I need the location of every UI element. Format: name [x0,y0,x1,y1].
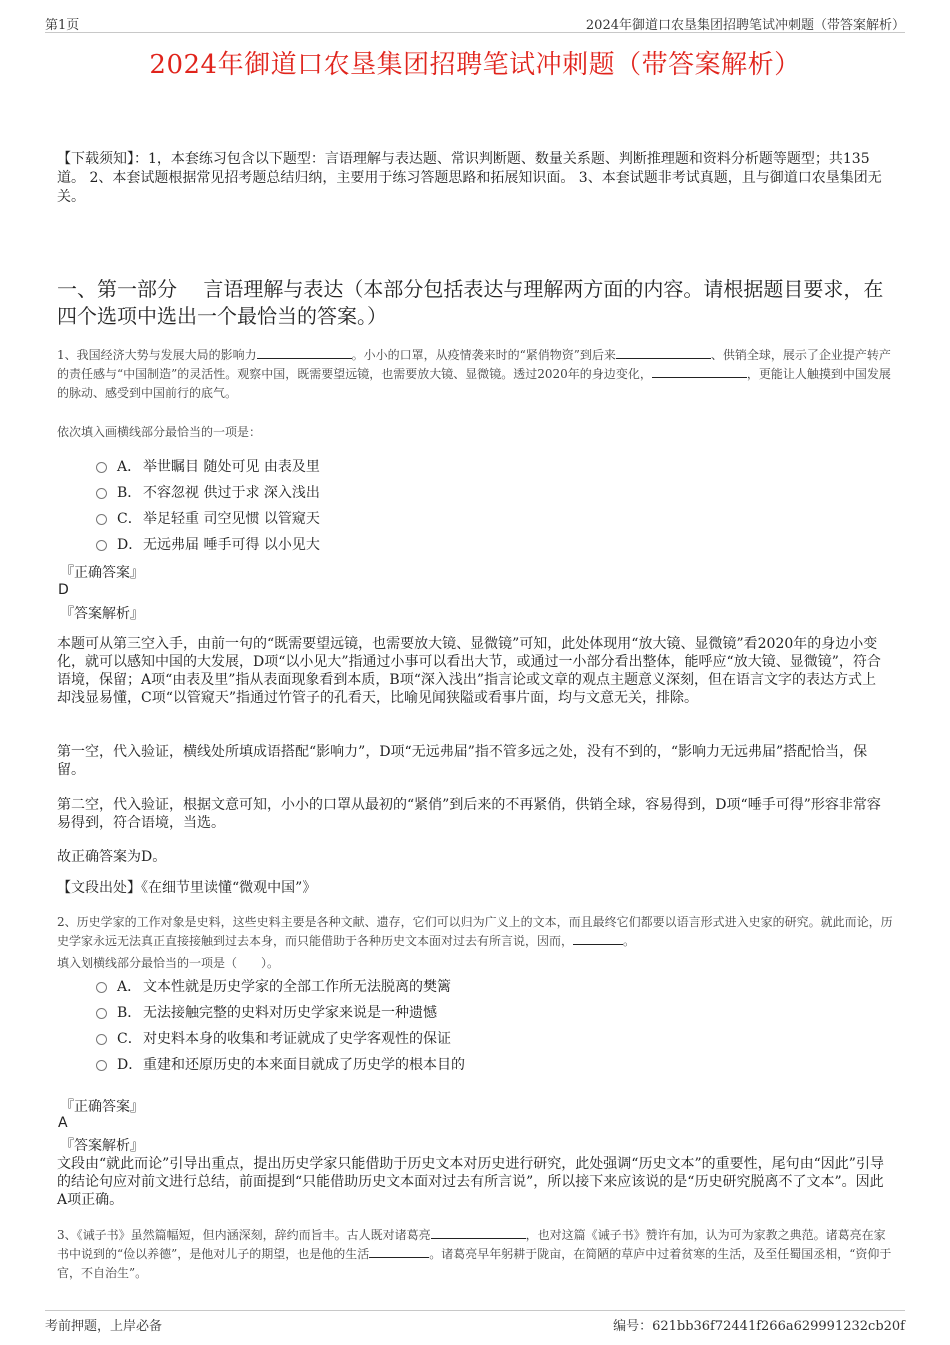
page-header [45,12,905,33]
fill-blank-5 [431,1226,526,1239]
footer-doc-id: 编号：621bb36f72441f266a629991232cb20f [613,1319,905,1334]
q1-option-d[interactable]: D．无远弗届 唾手可得 以小见大 [96,534,320,554]
radio-icon[interactable] [96,488,107,499]
q1-analysis-para-1: 本题可从第三空入手，由前一句的“既需要望远镜，也需要放大镜、显微镜”可知，此处体现用“放大镜、显微镜”看2020年的身边小变化，就可以感知中国的大发展，D项“以小见大”指通过小事可以看出大节，或通过一小部分看出整体，能呼应“放大镜、显微镜”，符合语境，保留；A项“由表及里”指从表面现象看到本质，B项“深入浅出”指言论或文章的观点主题意义深刻，但在语言文字的表达方式上却浅显易懂，C项“以管窥天”指通过竹管子的孔看天，比喻见闻狭隘或看事片面，均与文意无关，排除。 [57,636,881,706]
q1-option-c[interactable]: C．举足轻重 司空见惯 以管窥天 [96,508,320,528]
q2-option-d[interactable]: D．重建和还原历史的本来面目就成了历史学的根本目的 [96,1054,465,1074]
q2-option-a[interactable]: A． 文本性就是历史学家的全部工作所无法脱离的樊篱 [96,976,451,996]
page-footer [45,1310,905,1333]
fill-blank-1 [257,346,352,359]
fill-blank-3 [652,365,747,378]
q1-answer: D [58,582,69,598]
q1-source: 【文段出处】《在细节里读懂“微观中国”》 [57,880,317,896]
document-title: 2024年御道口农垦集团招聘笔试冲刺题（带答案解析） [149,50,801,80]
fill-blank-6 [369,1245,429,1258]
q1-analysis-para-3: 第二空，代入验证，根据文意可知，小小的口罩从最初的“紧俏”到后来的不再紧俏，供销全球，容易得到，D项“唾手可得”形容非常容易得到，符合语境，当选。 [57,797,881,831]
question-1-prompt: 依次填入画横线部分最恰当的一项是： [57,425,262,439]
radio-icon[interactable] [96,1034,107,1045]
question-2-prompt: 填入划横线部分最恰当的一项是（ ）。 [57,956,280,970]
q1-option-a[interactable]: A． 举世瞩目 随处可见 由表及里 [96,456,320,476]
radio-icon[interactable] [96,1060,107,1071]
page-number: 第1页 [45,18,80,33]
radio-icon[interactable] [96,1008,107,1019]
q1-analysis-conclusion: 故正确答案为D。 [57,849,167,865]
q2-option-b[interactable]: B． 无法接触完整的史料对历史学家来说是一种遗憾 [96,1002,437,1022]
fill-blank-2 [616,346,711,359]
question-3-stem: 3、《诫子书》虽然篇幅短，但内涵深刻，辞约而旨丰。古人既对诸葛亮 ，也对这篇《诫子书》赞许有加，认为可为家教之典范。诸葛亮在家书中说到的“俭以养德”，是他对儿子的期望，也是他的生活 。诸葛亮早年躬耕于陇亩，在简陋的草庐中过着贫寒的生活，及至任蜀国丞相，“资仰于官，不自治生”。 [57,1228,892,1280]
download-notice: 【下载须知】：1，本套练习包含以下题型：言语理解与表达题、常识判断题、数量关系题、判断推理题和资料分析题等题型；共135道。 2、本套试题根据常见招考题总结归纳，主要用于练习答题思路和拓展知识面。 3、本套试题非考试真题，且与御道口农垦集团无关。 [57,151,882,205]
q2-option-c[interactable]: C．对史料本身的收集和考证就成了史学客观性的保证 [96,1028,451,1048]
question-1-stem: 1、我国经济大势与发展大局的影响力 。小小的口罩，从疫情袭来时的“紧俏物资”到后来 、供销全球，展示了企业提产转产的责任感与“中国制造”的灵活性。观察中国，既需要望远镜，也需要放大镜、显微镜。透过2020年的身边变化， ，更能让人触摸到中国发展的脉动、感受到中国前行的底气。 [57,348,891,400]
radio-icon[interactable] [96,514,107,525]
fill-blank-4 [573,932,623,945]
q1-analysis-label: 『答案解析』 [60,606,144,622]
q2-correct-label: 『正确答案』 [60,1099,144,1115]
q2-analysis-label: 『答案解析』 [60,1138,144,1154]
radio-icon[interactable] [96,982,107,993]
q2-analysis: 文段由“就此而论”引导出重点，提出历史学家只能借助于历史文本对历史进行研究，此处强调“历史文本”的重要性，尾句由“因此”引导的结论句应对前文进行总结，前面提到“只能借助历史文本面对过去有所言说”，所以接下来应该说的是“历史研究脱离不了文本”。因此A项正确。 [57,1156,884,1208]
footer-slogan: 考前押题，上岸必备 [45,1319,163,1334]
question-2-stem: 2、历史学家的工作对象是史料，这些史料主要是各种文献、遗存，它们可以归为广义上的文本，而且最终它们都要以语言形式进入史家的研究。就此而论，历史学家永远无法真正直接接触到过去本身，而只能借助于各种历史文本面对过去有所言说，因而， 。 [57,915,893,948]
q1-correct-label: 『正确答案』 [60,565,144,581]
radio-icon[interactable] [96,462,107,473]
q1-option-b[interactable]: B． 不容忽视 供过于求 深入浅出 [96,482,320,502]
q2-answer: A [58,1115,68,1131]
section-heading: 一、第一部分 言语理解与表达（本部分包括表达与理解两方面的内容。请根据题目要求，在四个选项中选出一个最恰当的答案。） [57,277,884,328]
radio-icon[interactable] [96,540,107,551]
q1-analysis-para-2: 第一空，代入验证，横线处所填成语搭配“影响力”，D项“无远弗届”指不管多远之处，没有不到的，“影响力无远弗届”搭配恰当，保留。 [57,744,868,778]
header-doc-title: 2024年御道口农垦集团招聘笔试冲刺题（带答案解析） [585,18,905,33]
